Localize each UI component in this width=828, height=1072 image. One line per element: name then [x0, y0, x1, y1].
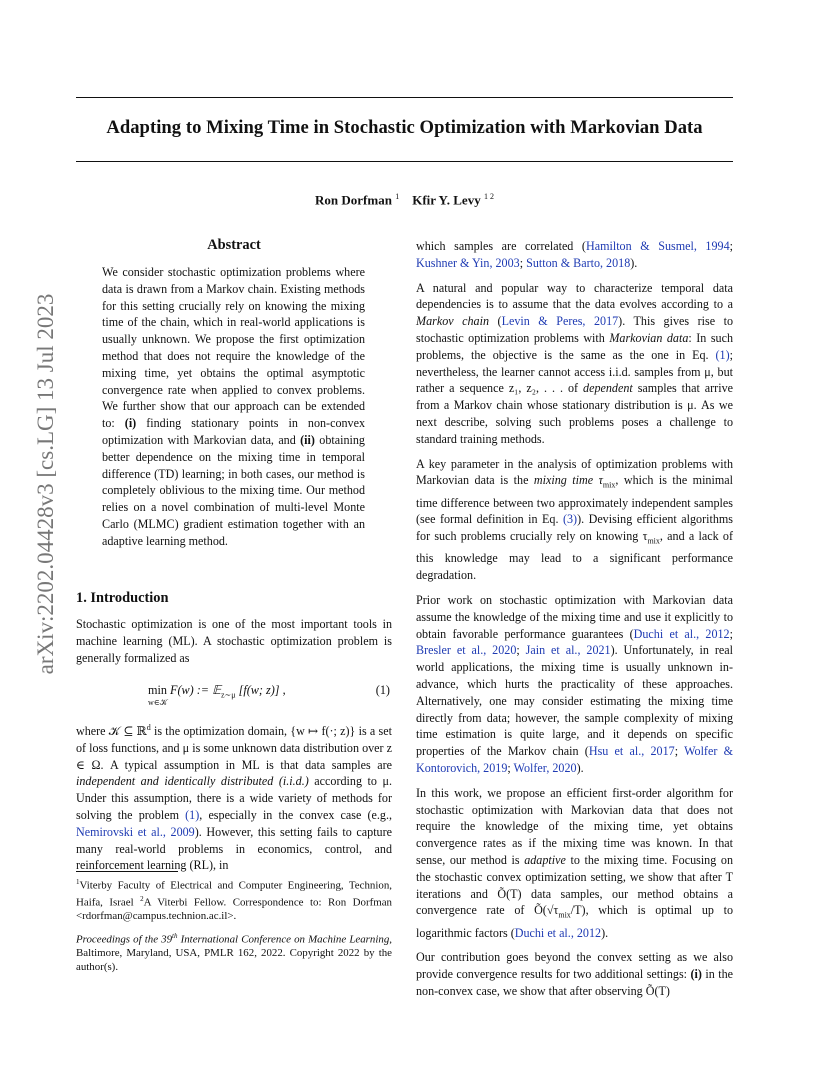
proceedings-note: Proceedings of the 39th International Conference on Machine Learning, Baltimore, Maryland, USA, PMLR 162, 2022. Copyright 2022 by the author(s).	[76, 932, 392, 973]
section-heading-introduction: 1. Introduction	[76, 590, 169, 606]
abstract-text: We consider stochastic optimization problems where data is drawn from a Markov chain. Existing methods for this setting crucially rely on knowing the mixing time of the chain, which in real-world applications is usually unknown. We propose the first optimization method that does not require the knowledge of the mixing time, yet obtains the optimal asymptotic convergence rate when applied to convex problems. We further show that our approach can be extended to: (i) finding stationary points in non-convex optimization with Markovian data, and (ii) obtaining better dependence on the mixing time in temporal difference (TD) learning; in both cases, our method is completely oblivious to the mixing time. Our method relies on a novel combination of multi-level Monte Carlo (MLMC) gradient estimation together with an adaptive learning method.	[102, 265, 365, 548]
citation-link[interactable]: Nemirovski et al., 2009	[76, 824, 195, 839]
paragraph: which samples are correlated (Hamilton & Susmel, 1994; Kushner & Yin, 2003; Sutton & Barto, 2018).	[416, 239, 733, 270]
author-list	[76, 192, 733, 208]
top-rule	[76, 97, 733, 98]
citation-link[interactable]: Kushner & Yin, 2003	[416, 255, 520, 270]
equation-reference-link[interactable]: (1)	[715, 347, 730, 362]
right-column-text	[416, 238, 733, 1000]
citation-link[interactable]: Duchi et al., 2012	[633, 626, 730, 641]
citation-link[interactable]: Levin & Peres, 2017	[501, 314, 619, 329]
author-affiliation: 1 2	[483, 192, 494, 201]
arxiv-stamp: arXiv:2202.04428v3 [cs.LG] 13 Jul 2023	[33, 293, 58, 675]
citation-link[interactable]: Bresler et al., 2020	[416, 643, 517, 658]
paragraph: Prior work on stochastic optimization with Markovian data assume the knowledge of the mixing time and use it explicitly to obtain favorable performance guarantees (Duchi et al., 2012; Bresler et al., 2020; Jain et al., 2021). Unfortunately, in real world applications, the mixing time is usually unknown in-advance, which hurts the practicality of these approaches. Alternatively, one may consider estimating the mixing time directly from data; however, the sample complexity of mixing time estimation is quite large, and it depends on specific properties of the Markov chain (Hsu et al., 2017; Wolfer & Kontorovich, 2019; Wolfer, 2020).	[416, 592, 734, 775]
footnote-rule	[76, 871, 178, 872]
citation-link[interactable]: Wolfer, 2020	[513, 760, 577, 775]
author-name: Ron Dorfman	[315, 192, 392, 208]
affiliation-footnote: $^1$Viterby Faculty of Electrical and Computer Engineering, Technion, Haifa, Israel $^2$A Viterbi Fellow. Correspondence to: Ron Dorfman <rdorfman@campus.technion.ac.il>.	[76, 878, 393, 923]
paragraph: A key parameter in the analysis of optimization problems with Markovian data is the mixing time $\tau_{mix}$, which is the minimal time difference between two approximately independent samples (see formal definition in Eq. (3)). Devising efficient algorithms for such problems crucially rely on knowing $\tau_{mix}$, and a lack of this knowledge may lead to a significant performance degradation.	[416, 456, 733, 583]
paper-title: Adapting to Mixing Time in Stochastic Optimization with Markovian Data	[106, 117, 703, 138]
citation-link[interactable]: Duchi et al., 2012	[514, 925, 602, 940]
citation-link[interactable]: Jain et al., 2021	[525, 643, 611, 658]
equation-reference-link[interactable]: (3)	[562, 512, 578, 527]
paragraph: In this work, we propose an efficient first-order algorithm for stochastic optimization with Markovian data that does not require the knowledge of the mixing time, yet obtains convergence rates as if the mixing time was known. In that sense, our method is adaptive to the mixing time. Focusing on the stochastic convex optimization setting, we show that after T iterations and Õ(T) data samples, our method obtains a convergence rate of $Õ(√\tau_{mix}/T)$, which is optimal up to logarithmic factors (Duchi et al., 2012).	[416, 785, 733, 940]
paragraph: Our contribution goes beyond the convex setting as we also provide convergence results for two additional settings: (i) in the non-convex case, we show that after observing Õ(T)	[416, 950, 734, 998]
equation-1: min F(w) := 𝔼$_{z\sim\mu}$ [f(w; z)] , w∈𝒦 (1)	[148, 683, 390, 707]
equation-reference-link[interactable]: (1)	[185, 808, 200, 823]
paragraph: A natural and popular way to characterize temporal data dependencies is to assume that the data evolves according to a Markov chain (Levin & Peres, 2017). This gives rise to stochastic optimization problems with Markovian data: In such problems, the objective is the same as the one in Eq. (1); nevertheless, the learner cannot access i.i.d. samples from μ, but rather a sequence z₁, z₂, . . . of dependent samples that arrive from a Markov chain whose stationary distribution is μ. As we next describe, solving such problems poses a challenge to standard training methods.	[416, 280, 733, 446]
citation-link[interactable]: Hsu et al., 2017	[588, 744, 675, 759]
abstract-heading: Abstract	[207, 237, 261, 253]
intro-paragraph: Stochastic optimization is one of the most important tools in machine learning (ML). A stochastic optimization problem is generally formalized as	[76, 617, 392, 665]
intro-paragraph: where 𝒦 ⊆ ℝ$^d$ is the optimization domain, {w ↦ f(·; z)} is a set of loss functions, and μ is some unknown data distribution over z ∈ Ω. A typical assumption in ML is that data samples are independent and identically distributed (i.i.d.) according to μ. Under this assumption, there is a wide variety of methods for solving the problem (1), especially in the convex case (e.g., Nemirovski et al., 2009). However, this setting fails to capture many real-world problems in economics, control, and reinforcement learning (RL), in	[76, 723, 392, 873]
author-affiliation: 1	[395, 192, 400, 201]
citation-link[interactable]: Sutton & Barto, 2018	[526, 255, 631, 270]
equation-number: (1)	[375, 683, 390, 697]
title-bottom-rule	[76, 161, 733, 162]
author-name: Kfir Y. Levy	[412, 192, 481, 208]
citation-link[interactable]: Hamilton & Susmel, 1994	[585, 239, 730, 253]
citation-link[interactable]: Wolfer & Kontorovich, 2019	[416, 744, 733, 775]
